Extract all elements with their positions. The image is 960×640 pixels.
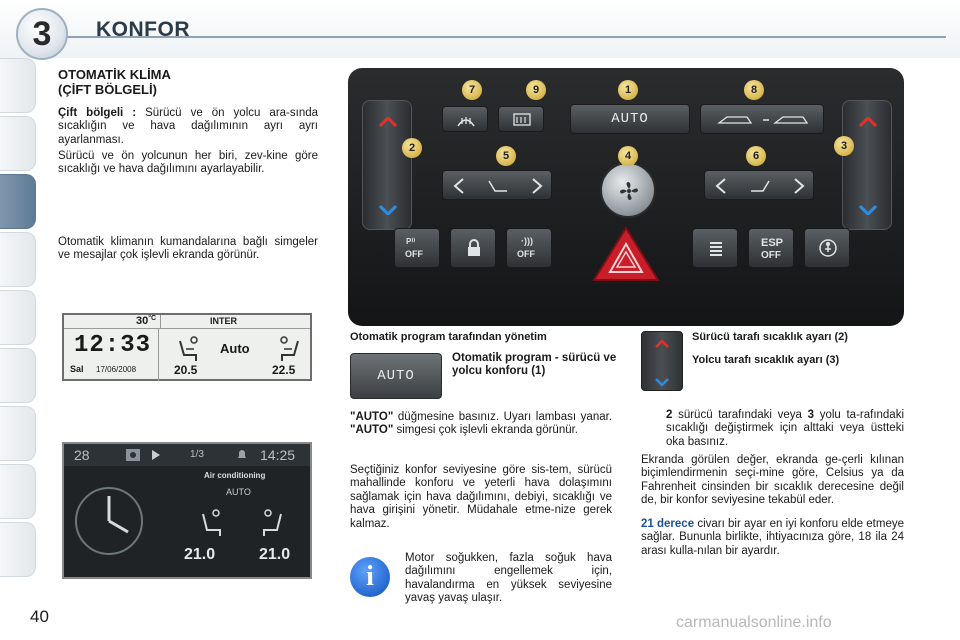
auto-text-b: simgesi çok işlevli ekranda görünür. <box>393 424 579 437</box>
paragraph-display: Otomatik klimanın kumandalarına bağlı simgeler ve mesajlar çok işlevli ekranda görünür. <box>58 236 318 262</box>
chapter-tab-9[interactable] <box>0 522 36 577</box>
callout-5-label: 5 <box>502 150 510 162</box>
display-top-bar <box>64 315 310 329</box>
twenty-one-text: civarı bir ayar en iyi konforu elde etmeye sağlar. Bununla birlikte, ihtiyacınıza göre, 18 ila 24 arası kulla-nılan bir ayardır. <box>641 518 904 557</box>
color-display-title: Air conditioning <box>204 471 266 480</box>
auto-button-label: AUTO <box>611 111 649 127</box>
chapter-tab-6[interactable] <box>0 348 36 403</box>
display-temp-value: 30 <box>136 315 149 327</box>
display-left-temp: 20.5 <box>174 363 198 377</box>
paragraph-dual-zone <box>58 107 318 147</box>
air-distribution-right-icon <box>713 177 807 195</box>
twenty-one-degrees: 21 derece <box>641 518 695 530</box>
fan-speed-knob[interactable] <box>600 162 656 218</box>
callout-7 <box>462 80 482 100</box>
child-safety-button[interactable] <box>804 228 850 268</box>
passenger-air-distribution-button[interactable] <box>704 170 814 200</box>
air-distribution-left-icon <box>451 177 545 195</box>
color-display <box>62 442 312 579</box>
climate-panel-photo <box>348 68 904 326</box>
header-rule <box>66 36 946 38</box>
chevron-up-icon <box>859 117 877 127</box>
rear-defrost-button[interactable] <box>498 106 544 132</box>
color-display-temp: 28 <box>74 447 90 463</box>
display-temp-unit: °C <box>148 315 157 322</box>
display-divider <box>160 315 161 329</box>
rear-demist-button[interactable] <box>442 106 488 132</box>
callout-8-label: 8 <box>750 84 758 96</box>
caption-program-sub: Otomatik program - sürücü ve yolcu konforu (1) <box>452 352 617 377</box>
callout-6-label: 6 <box>752 150 760 162</box>
esp-label: ESP <box>761 237 784 249</box>
chapter-tab-7[interactable] <box>0 406 36 461</box>
auto-button[interactable] <box>570 104 690 134</box>
central-locking-button[interactable] <box>450 228 496 268</box>
display-temp-top <box>136 315 156 327</box>
callout-4-label: 4 <box>624 150 632 162</box>
chapter-number-badge <box>16 8 68 60</box>
passenger-temp-rocker[interactable] <box>842 100 892 230</box>
dual-zone-text: Sürücü ve ön yolcu ara-sında sıcaklığın ve hava dağılımının ayrı ayrı ayarlanması. <box>58 107 319 146</box>
display-right-temp: 22.5 <box>272 363 296 377</box>
color-display-page: 1/3 <box>190 449 204 460</box>
watermark: carmanualsonline.info <box>676 614 832 631</box>
color-display-right-temp: 21.0 <box>259 546 291 563</box>
color-display-left-temp: 21.0 <box>184 546 216 563</box>
paragraph-21-degrees <box>641 518 904 558</box>
volumetric-alarm-off-button[interactable] <box>506 228 552 268</box>
chapter-tab-4[interactable] <box>0 232 36 287</box>
display-divider-vertical <box>158 329 159 381</box>
suspension-icon <box>707 239 725 259</box>
caption-program: Otomatik program tarafından yönetim <box>350 331 547 343</box>
hazard-warning-button[interactable] <box>584 224 668 288</box>
callout-8 <box>744 80 764 100</box>
chapter-number: 3 <box>32 14 52 53</box>
temp-rocker-thumbnail <box>641 331 683 391</box>
chevron-down-icon <box>655 378 669 386</box>
chapter-tab-2[interactable] <box>0 116 36 171</box>
air-recirculation-button[interactable] <box>700 104 824 134</box>
monochrome-display <box>62 313 312 381</box>
analog-clock-icon <box>72 484 146 558</box>
callout-3-label: 3 <box>840 140 848 152</box>
callout-1-label: 1 <box>624 84 632 96</box>
paragraph-comfort-level: Ekranda görülen değer, ekranda ge-çerli kılınan biçimlendirmenin seçi-mine göre, Celsius ya da Fahrenheit cinsinden bir sıcaklık derecesine değil de, bir konfor seviyesine tekabül eder. <box>641 454 904 507</box>
callout-7-label: 7 <box>468 84 476 96</box>
chevron-up-icon <box>379 117 397 127</box>
chapter-tab-5[interactable] <box>0 290 36 345</box>
callout-2-label: 2 <box>408 142 416 154</box>
color-display-auto: AUTO <box>226 487 251 497</box>
display-day: Sal <box>70 364 84 374</box>
chevron-up-icon <box>655 340 669 348</box>
callout-1 <box>618 80 638 100</box>
paragraph-individual: Sürücü ve ön yolcunun her biri, zev-kine göre sıcaklığı ve hava dağılımını ayarlayabilir. <box>58 150 318 176</box>
display-auto: Auto <box>220 341 250 356</box>
callout-9 <box>526 80 546 100</box>
color-display-time: 14:25 <box>260 447 296 463</box>
chapter-tab-1[interactable] <box>0 58 36 113</box>
caption-driver-temp: Sürücü tarafı sıcaklık ayarı (2) <box>692 331 848 343</box>
callout-3 <box>834 136 854 156</box>
lock-icon <box>467 239 481 257</box>
parking-sensor-off-button[interactable] <box>394 228 440 268</box>
info-note: Motor soğukken, fazla soğuk hava dağılımını engellemek için, havalandırma en yüksek seviyesine yavaş yavaş ulaşır. <box>405 552 612 605</box>
parking-sensor-off-label: OFF <box>405 249 423 259</box>
page-title: KONFOR <box>96 18 190 41</box>
esp-off-label: OFF <box>761 250 781 261</box>
auto-text-a: düğmesine basınız. Uyarı lambası yanar. <box>393 411 612 423</box>
callout-5 <box>496 146 516 166</box>
seat-left-icon-2 <box>198 508 224 538</box>
paragraph-temp-change <box>666 409 904 449</box>
auto-keyword: "AUTO" <box>350 411 394 423</box>
paragraph-auto <box>350 411 612 438</box>
number-2: 2 <box>666 409 673 421</box>
chapter-tab-8[interactable] <box>0 464 36 519</box>
recirculation-icon <box>711 111 815 129</box>
display-mode: INTER <box>210 316 237 326</box>
play-icon <box>152 450 160 460</box>
paragraph-system: Seçtiğiniz konfor seviyesine göre sis-tem, sürücü mahallinde konforu ve yeterli hava dolaşımını sağlamak için hava dağılımını, debiyi, sıcaklığı ve hava girişini yönetir. Müdahale etme-nize gerek kalmaz. <box>350 464 612 530</box>
esp-off-button[interactable] <box>748 228 794 268</box>
caption-passenger-temp: Yolcu tarafı sıcaklık ayarı (3) <box>692 354 840 366</box>
cd-player-icon <box>124 446 144 464</box>
callout-6 <box>746 146 766 166</box>
callout-2 <box>402 138 422 158</box>
defrost-front-icon <box>456 112 476 128</box>
suspension-button[interactable] <box>692 228 738 268</box>
temp-change-text-a: sürücü tarafındaki veya <box>672 409 808 421</box>
seat-right-icon-2 <box>260 508 286 538</box>
chevron-down-icon <box>379 205 397 215</box>
alarm-off-label: OFF <box>517 249 535 259</box>
seat-right-icon <box>276 335 304 363</box>
info-icon: i <box>350 557 390 597</box>
callout-9-label: 9 <box>532 84 540 96</box>
callout-4 <box>618 146 638 166</box>
auto-keyword-2: "AUTO" <box>350 424 394 437</box>
number-3: 3 <box>807 409 815 421</box>
driver-air-distribution-button[interactable] <box>442 170 552 200</box>
defrost-rear-icon <box>512 112 532 128</box>
alarm-icon: ·))) <box>521 236 533 246</box>
section-title: OTOMATİK KLİMA (ÇİFT BÖLGELİ) <box>58 67 171 97</box>
driver-temp-rocker[interactable] <box>362 100 412 230</box>
display-clock: 12:33 <box>74 332 152 359</box>
auto-thumbnail-label: AUTO <box>377 368 415 384</box>
page-number: 40 <box>30 607 49 626</box>
temp-change-text-b: yolu ta-rafındaki sıcaklığı değiştirmek için alttaki veya üstteki oka basınız. <box>666 409 905 448</box>
bell-icon <box>236 449 248 461</box>
seat-left-icon <box>174 335 202 363</box>
chapter-tab-3-active[interactable] <box>0 174 36 229</box>
child-safety-icon <box>818 238 838 258</box>
display-date: 17/06/2008 <box>96 365 137 374</box>
fan-icon <box>618 180 640 202</box>
dual-zone-label: Çift bölgeli : <box>58 107 137 119</box>
auto-button-thumbnail <box>350 353 442 399</box>
parking-sensor-icon: P⁾⁾ <box>406 237 416 246</box>
chevron-down-icon <box>859 205 877 215</box>
